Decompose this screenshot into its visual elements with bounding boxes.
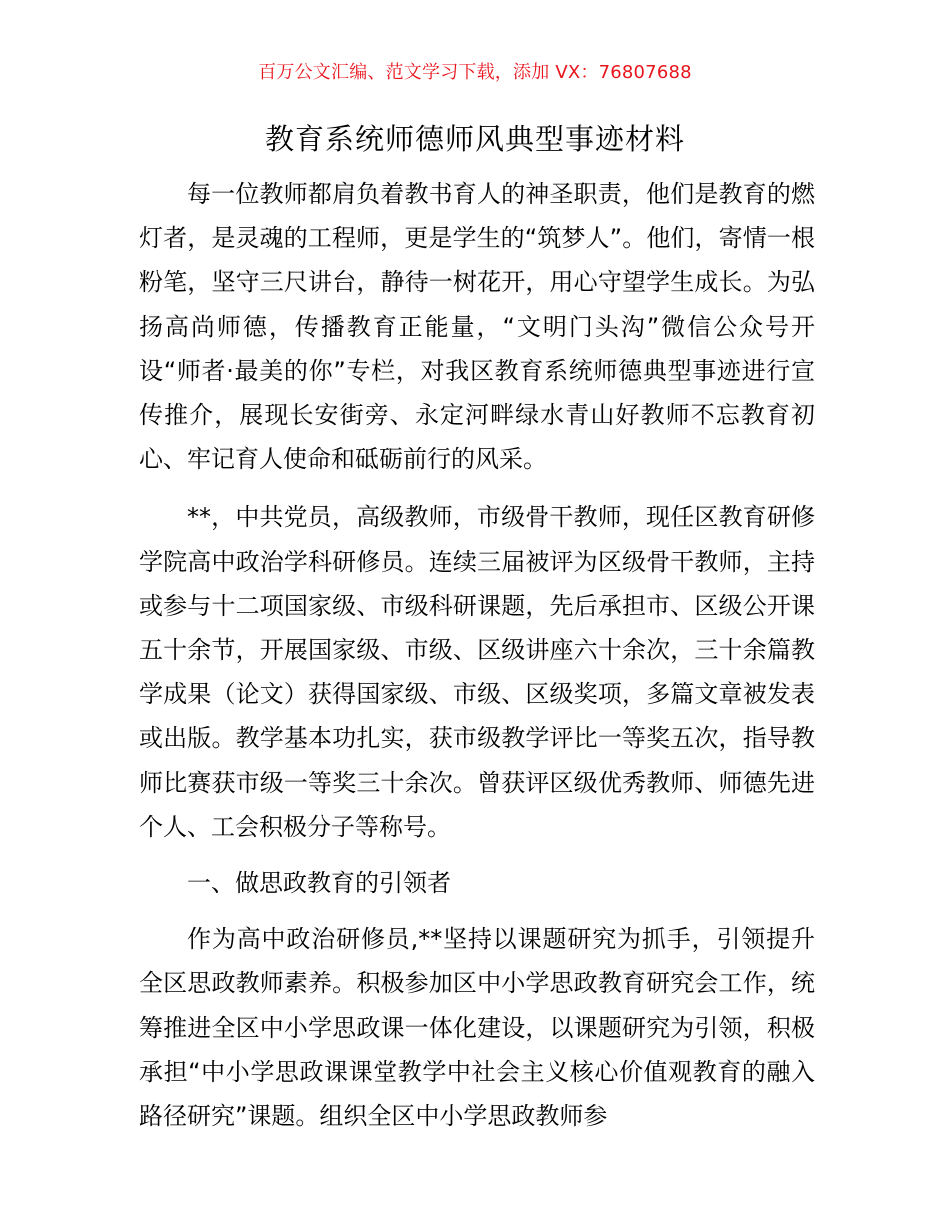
section-heading: 一、做思政教育的引领者 (187, 869, 451, 898)
document-body (139, 172, 815, 1138)
profile-paragraph: **，中共党员，高级教师，市级骨干教师，现任区教育研修学院高中政治学科研修员。连续三届被评为区级骨干教师，主持或参与十二项国家级、市级科研课题，先后承担市、区级公开课五十余节，开展国家级、市级、区级讲座六十余次，三十余篇教学成果（论文）获得国家级、市级、区级奖项，多篇文章被发表或出版。教学基本功扎实，获市级教学评比一等奖五次，指导教师比赛获市级一等奖三十余次。曾获评区级优秀教师、师德先进个人、工会积极分子等称号。 (139, 503, 815, 841)
document-title: 教育系统师德师风典型事迹材料 (264, 122, 685, 156)
promo-banner: 百万公文汇编、范文学习下载，添加 VX：76807688 (258, 62, 692, 83)
intro-paragraph: 每一位教师都肩负着教书育人的神圣职责，他们是教育的燃灯者，是灵魂的工程师，更是学生的“筑梦人”。他们，寄情一根粉笔，坚守三尺讲台，静待一树花开，用心守望学生成长。为弘扬高尚师德，传播教育正能量，“文明门头沟”微信公众号开设“师者·最美的你”专栏，对我区教育系统师德典型事迹进行宣传推介，展现长安街旁、永定河畔绿水青山好教师不忘教育初心、牢记育人使命和砥砺前行的风采。 (139, 180, 815, 474)
section-paragraph: 作为高中政治研修员,**坚持以课题研究为抓手，引领提升全区思政教师素养。积极参加区中小学思政教育研究会工作，统筹推进全区中小学思政课一体化建设，以课题研究为引领，积极承担“中小学思政课课堂教学中社会主义核心价值观教育的融入路径研究”课题。组织全区中小学思政教师参 (139, 925, 815, 1131)
